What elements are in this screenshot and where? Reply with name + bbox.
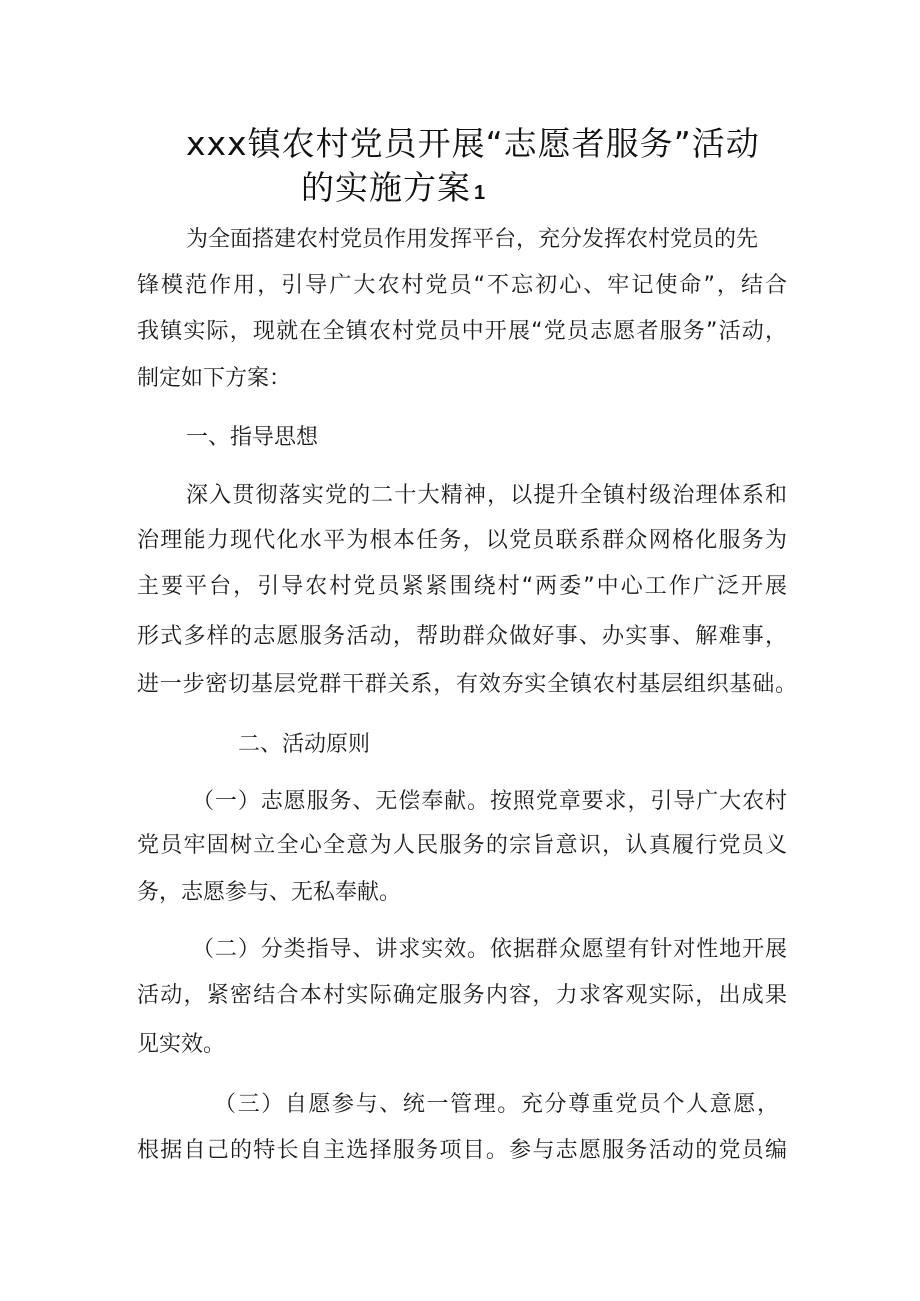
intro-line-1: 为全面搭建农村党员作用发挥平台，充分发挥农村党员的先 [186, 227, 759, 252]
principle-1-line-3: 务，志愿参与、无私奉献。 [137, 880, 402, 905]
title-footnote-marker: 1 [474, 182, 487, 204]
principle-3-line-2: 根据自己的特长自主选择服务项目。参与志愿服务活动的党员编 [137, 1138, 787, 1163]
principle-2-line-3: 见实效。 [137, 1032, 226, 1057]
principle-1-line-1: （一）志愿服务、无偿奉献。按照党章要求，引导广大农村 [192, 789, 787, 814]
guiding-line-4: 形式多样的志愿服务活动，帮助群众做好事、办实事、解难事， [137, 624, 787, 649]
guiding-line-5: 进一步密切基层党群干群关系，有效夯实全镇农村基层组织基础。 [137, 672, 797, 697]
document-title-line-2 [301, 168, 486, 213]
principle-2-line-1: （二）分类指导、讲求实效。依据群众愿望有针对性地开展 [192, 937, 787, 962]
intro-line-3: 我镇实际，现就在全镇农村党员中开展“党员志愿者服务”活动， [137, 319, 787, 344]
intro-line-4: 制定如下方案： [137, 366, 292, 391]
title-text-1: xxx镇农村党员开展“志愿者服务”活动 [186, 124, 760, 163]
intro-line-2: 锋模范作用，引导广大农村党员“不忘初心、牢记使命”，结合 [137, 273, 787, 298]
principle-3-line-1: （三）自愿参与、统一管理。充分尊重党员个人意愿， [214, 1092, 779, 1117]
document-title-line-1 [186, 124, 760, 164]
guiding-line-1: 深入贯彻落实党的二十大精神，以提升全镇村级治理体系和 [186, 483, 787, 508]
guiding-line-2: 治理能力现代化水平为根本任务，以党员联系群众网格化服务为 [137, 528, 787, 553]
section-heading-guiding-thought: 一、指导思想 [186, 425, 319, 450]
title-text-2: 的实施方案 [301, 168, 471, 207]
guiding-line-3: 主要平台，引导农村党员紧紧围绕村“两委”中心工作广泛开展 [137, 574, 787, 599]
section-heading-principles: 二、活动原则 [238, 732, 371, 757]
principle-2-line-2: 活动，紧密结合本村实际确定服务内容，力求客观实际，出成果 [137, 983, 787, 1008]
principle-1-line-2: 党员牢固树立全心全意为人民服务的宗旨意识，认真履行党员义 [137, 833, 787, 858]
